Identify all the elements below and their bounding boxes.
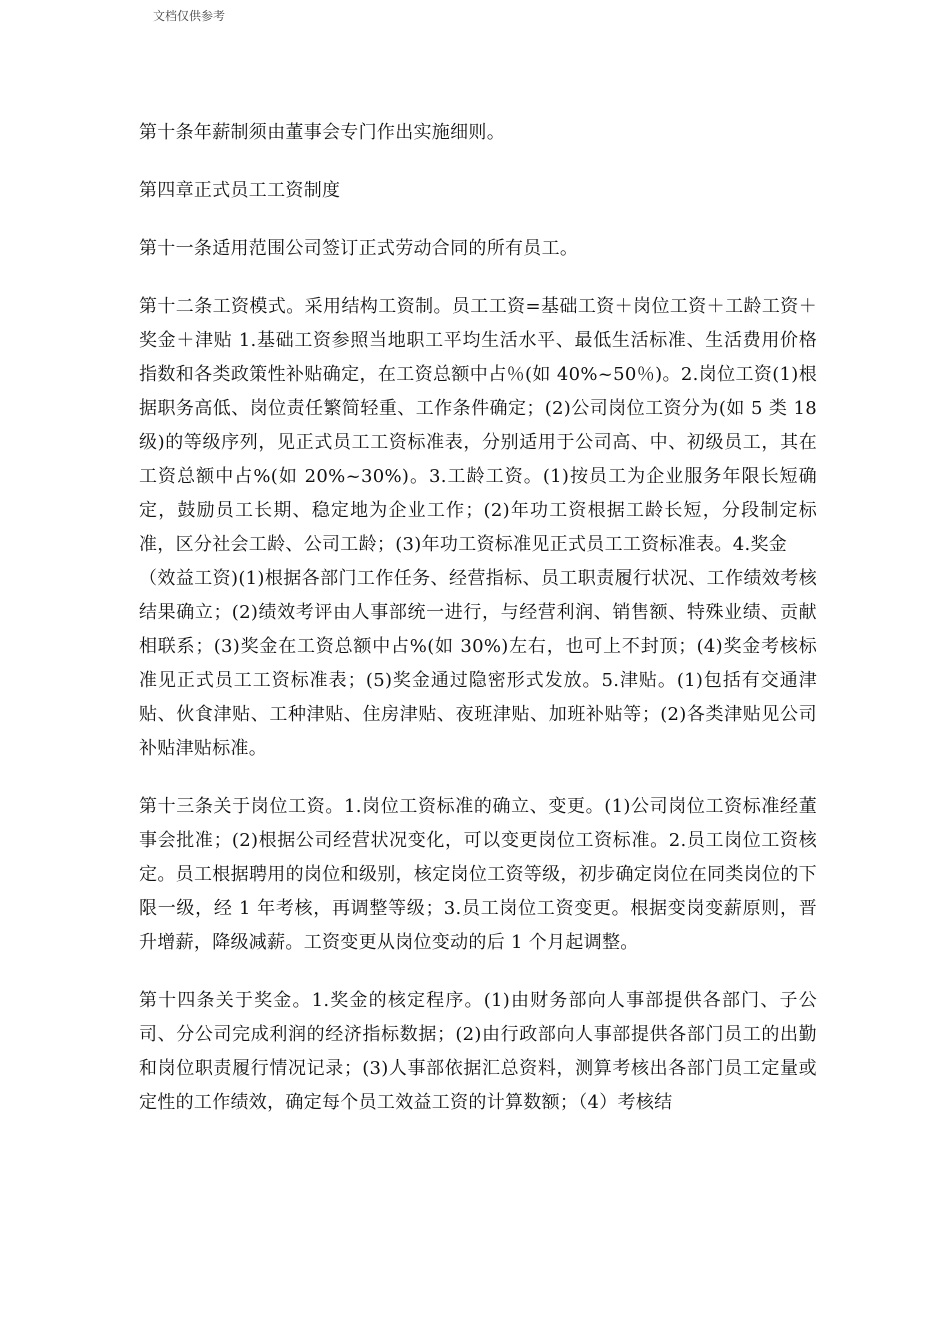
paragraph-article-12-continued: （效益工资)(1)根据各部门工作任务、经营指标、员工职责履行状况、工作绩效考核结果确立；(2)绩效考评由人事部统一进行，与经营利润、销售额、特殊业绩、贡献相联系；(3)奖金在工资总额中占%(如 30%)左右，也可上不封顶；(4)奖金考核标准见正式员工工资标准表；(5)奖金通过隐密形式发放。5.津贴。(1)包括有交通津贴、伙食津贴、工种津贴、住房津贴、夜班津贴、加班补贴等；(2)各类津贴见公司补贴津贴标准。 bbox=[139, 568, 817, 759]
paragraph-article-11: 第十一条适用范围公司签订正式劳动合同的所有员工。 bbox=[139, 238, 579, 259]
watermark-text: 文档仅供参考 bbox=[153, 9, 226, 23]
chapter-heading: 第四章正式员工工资制度 bbox=[139, 180, 341, 201]
document-body bbox=[139, 116, 817, 1144]
paragraph-article-12: 第十二条工资模式。采用结构工资制。员工工资=基础工资＋岗位工资＋工龄工资＋奖金＋津贴 1.基础工资参照当地职工平均生活水平、最低生活标准、生活费用价格指数和各类政策性补贴确定，在工资总额中占％(如 40%~50％)。2.岗位工资(1)根据职务高低、岗位责任繁简轻重、工作条件确定；(2)公司岗位工资分为(如 5 类 18 级)的等级序列，见正式员工工资标准表，分别适用于公司高、中、初级员工，其在工资总额中占%(如 20%~30%)。3.工龄工资。(1)按员工为企业服务年限长短确定，鼓励员工长期、稳定地为企业工作；(2)年功工资根据工龄长短，分段制定标准，区分社会工龄、公司工龄；(3)年功工资标准见正式员工工资标准表。4.奖金 bbox=[139, 296, 817, 555]
paragraph-article-13: 第十三条关于岗位工资。1.岗位工资标准的确立、变更。(1)公司岗位工资标准经董事会批准；(2)根据公司经营状况变化，可以变更岗位工资标准。2.员工岗位工资核定。员工根据聘用的岗位和级别，核定岗位工资等级，初步确定岗位在同类岗位的下限一级，经 1 年考核，再调整等级；3.员工岗位工资变更。根据变岗变薪原则，晋升增薪，降级减薪。工资变更从岗位变动的后 1 个月起调整。 bbox=[139, 796, 817, 953]
paragraph-article-10: 第十条年薪制须由董事会专门作出实施细则。 bbox=[139, 122, 505, 143]
paragraph-article-14: 第十四条关于奖金。1.奖金的核定程序。(1)由财务部向人事部提供各部门、子公司、分公司完成利润的经济指标数据；(2)由行政部向人事部提供各部门员工的出勤和岗位职责履行情况记录；(3)人事部依据汇总资料，测算考核出各部门员工定量或定性的工作绩效，确定每个员工效益工资的计算数额；（4）考核结 bbox=[139, 990, 817, 1113]
